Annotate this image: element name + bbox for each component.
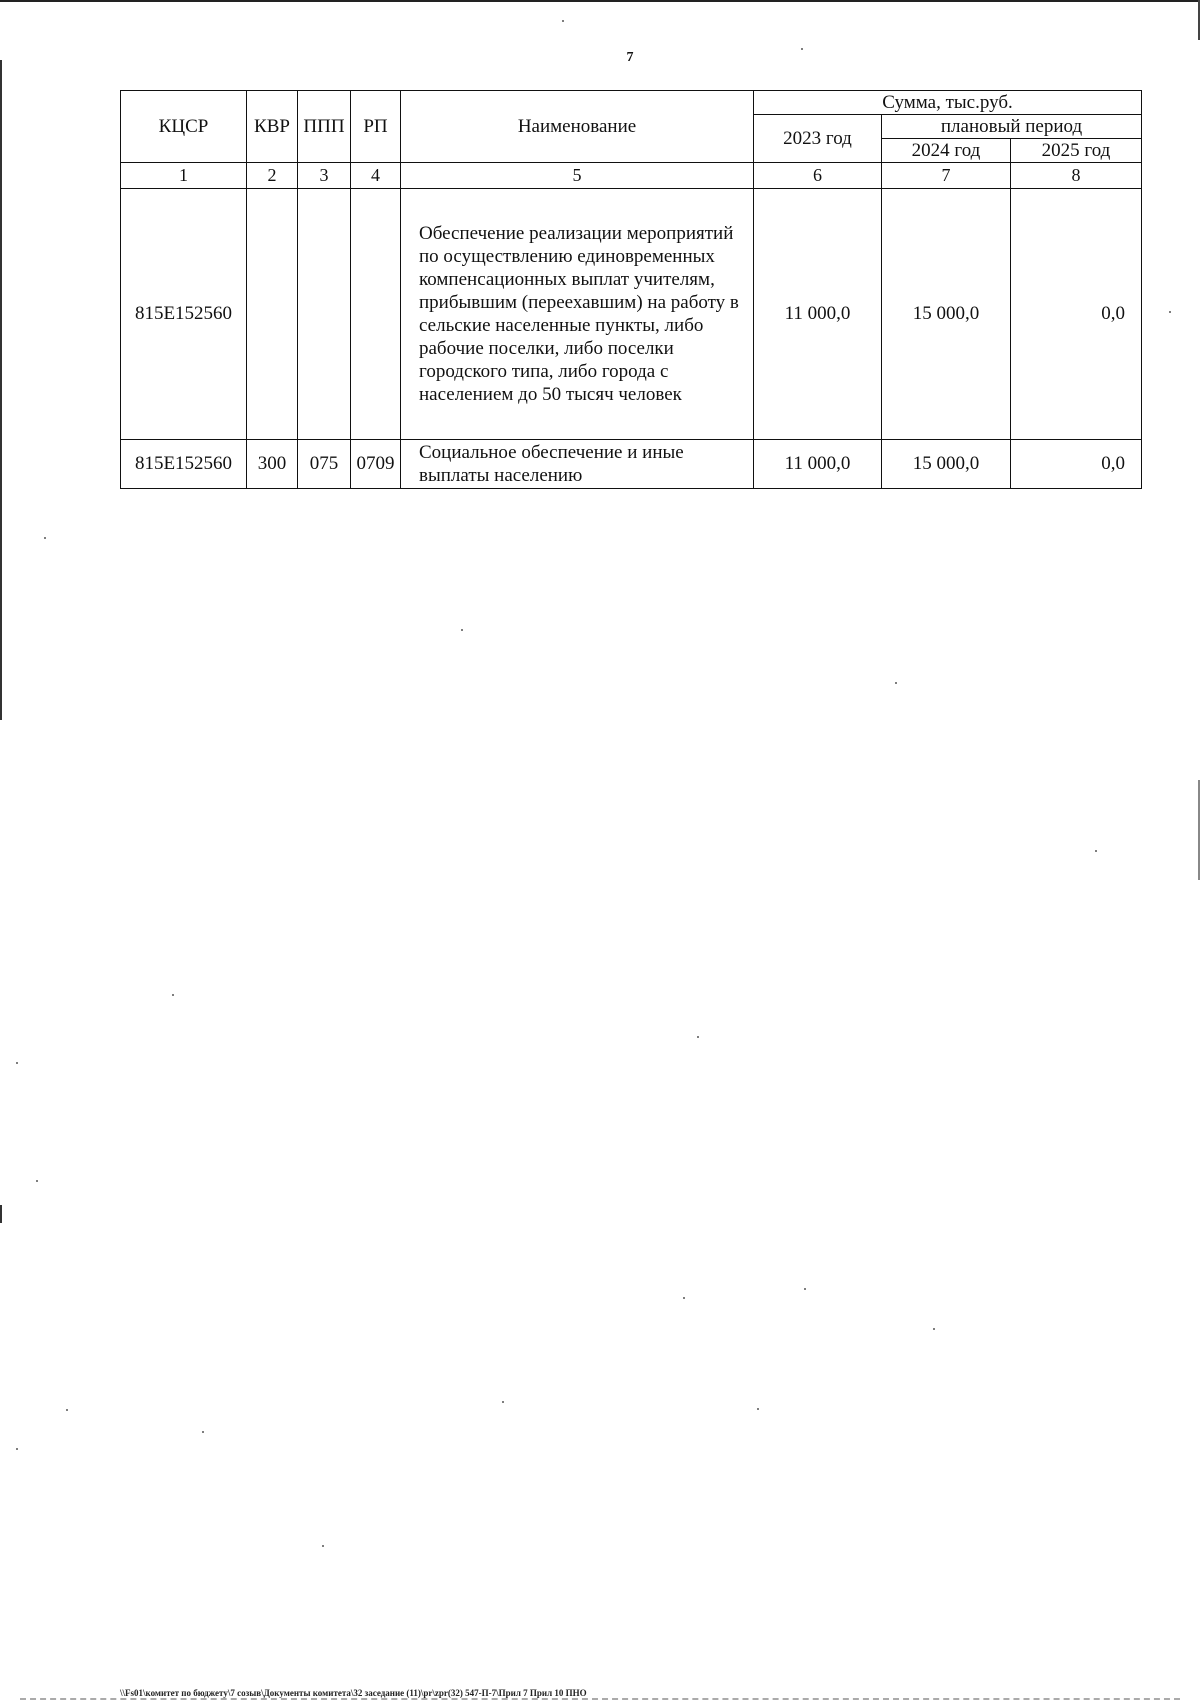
scan-speck bbox=[44, 537, 46, 539]
scan-speck bbox=[697, 1036, 699, 1038]
scan-speck bbox=[322, 1545, 324, 1547]
cell-2025: 0,0 bbox=[1011, 440, 1142, 489]
header-name: Наименование bbox=[401, 91, 754, 163]
column-number: 6 bbox=[754, 163, 882, 189]
scan-speck bbox=[804, 1288, 806, 1290]
scan-speck bbox=[895, 682, 897, 684]
cell-rp bbox=[351, 189, 401, 440]
table-row bbox=[121, 189, 1142, 440]
scan-speck bbox=[683, 1297, 685, 1299]
scan-speck bbox=[502, 1401, 504, 1403]
header-ppp: ППП bbox=[298, 91, 351, 163]
cell-kcsr: 815E152560 bbox=[121, 189, 247, 440]
scan-edge-bottom bbox=[20, 1698, 1180, 1702]
scan-speck bbox=[1169, 311, 1171, 313]
scan-speck bbox=[757, 1408, 759, 1410]
scan-edge-left-mark bbox=[0, 1205, 2, 1223]
scan-speck bbox=[461, 629, 463, 631]
column-number: 3 bbox=[298, 163, 351, 189]
cell-2024: 15 000,0 bbox=[882, 440, 1011, 489]
scan-speck bbox=[202, 1431, 204, 1433]
cell-ppp: 075 bbox=[298, 440, 351, 489]
footer-file-path: \\Fs01\комитет по бюджету\7 созыв\Документы комитета\32 заседание (11)\pr\zpr(32) 547-П-7\Прил 7 Прил 10 ПНО bbox=[120, 1688, 587, 1698]
page-number: 7 bbox=[626, 50, 634, 65]
cell-2025: 0,0 bbox=[1011, 189, 1142, 440]
cell-2023: 11 000,0 bbox=[754, 440, 882, 489]
cell-name: Обеспечение реализации мероприятий по осуществлению единовременных компенсационных выплат учителям, прибывшим (переехавшим) на работу в сельские населенные пункты, либо рабочие поселки, либо поселки городского типа, либо города с населением до 50 тысяч человек bbox=[401, 189, 754, 440]
table-row bbox=[121, 440, 1142, 489]
cell-rp: 0709 bbox=[351, 440, 401, 489]
cell-name: Социальное обеспечение и иные выплаты населению bbox=[401, 440, 754, 489]
scan-speck bbox=[933, 1328, 935, 1330]
header-sum: Сумма, тыс.руб. bbox=[754, 91, 1142, 115]
scan-speck bbox=[36, 1180, 38, 1182]
header-row-top bbox=[121, 91, 1142, 115]
column-number-row bbox=[121, 163, 1142, 189]
cell-2023: 11 000,0 bbox=[754, 189, 882, 440]
header-year-2024: 2024 год bbox=[882, 139, 1011, 163]
scan-speck bbox=[66, 1409, 68, 1411]
column-number: 7 bbox=[882, 163, 1011, 189]
column-number: 8 bbox=[1011, 163, 1142, 189]
cell-kcsr: 815E152560 bbox=[121, 440, 247, 489]
scan-speck bbox=[16, 1062, 18, 1064]
column-number: 5 bbox=[401, 163, 754, 189]
cell-kvr: 300 bbox=[247, 440, 298, 489]
column-number: 4 bbox=[351, 163, 401, 189]
cell-2024: 15 000,0 bbox=[882, 189, 1011, 440]
scan-edge-left bbox=[0, 60, 2, 720]
header-year-2025: 2025 год bbox=[1011, 139, 1142, 163]
scan-edge-top bbox=[0, 0, 1200, 2]
column-number: 1 bbox=[121, 163, 247, 189]
cell-kvr bbox=[247, 189, 298, 440]
scan-speck bbox=[562, 20, 564, 22]
header-planned-period: плановый период bbox=[882, 115, 1142, 139]
header-rp: РП bbox=[351, 91, 401, 163]
scan-speck bbox=[16, 1448, 18, 1450]
header-year-2023: 2023 год bbox=[754, 115, 882, 163]
cell-ppp bbox=[298, 189, 351, 440]
scan-speck bbox=[172, 994, 174, 996]
header-kvr: КВР bbox=[247, 91, 298, 163]
column-number: 2 bbox=[247, 163, 298, 189]
scan-speck bbox=[1095, 850, 1097, 852]
budget-table bbox=[120, 90, 1142, 489]
header-kcsr: КЦСР bbox=[121, 91, 247, 163]
